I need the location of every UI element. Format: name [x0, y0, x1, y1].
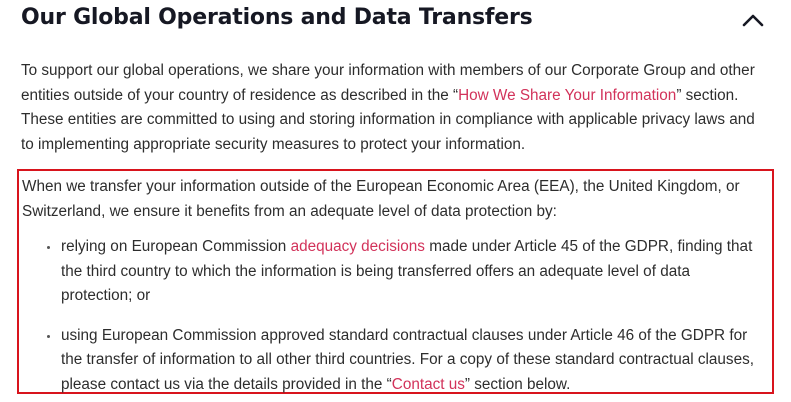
- bullet-text-start: using European Commission approved standard contractual clauses under Article 46 of the GDPR for the transfer of information to all other third countries. For a copy of these standard contractual clauses, please contact us via the details provided in the “: [61, 326, 754, 393]
- chevron-up-icon: [742, 13, 764, 27]
- bullet-text-end: ” section below.: [464, 375, 571, 393]
- collapse-toggle-button[interactable]: [739, 8, 767, 32]
- bullet-dot: [47, 246, 50, 249]
- bullet-text-end: made under Article 45 of the GDPR, finding that the third country to which the information is being transferred offers an adequate level of data protection; or: [61, 238, 753, 304]
- bullet-list: [45, 235, 765, 397]
- list-item: [45, 324, 765, 398]
- how-we-share-link[interactable]: How We Share Your Information: [458, 86, 677, 104]
- list-item: [45, 235, 765, 309]
- bullet-dot: [47, 335, 50, 338]
- intro-text-end: ” section. These entities are committed to using and storing information in compliance with applicable privacy laws and to implementing appropriate security measures to protect your information.: [21, 86, 755, 153]
- adequacy-decisions-link[interactable]: adequacy decisions: [290, 238, 425, 255]
- intro-paragraph: [21, 59, 771, 157]
- section-header: [21, 2, 781, 40]
- contact-us-link[interactable]: Contact us: [391, 375, 465, 393]
- transfer-lead-paragraph: When we transfer your information outside of the European Economic Area (EEA), the United Kingdom, or Switzerland, we ensure it benefits from an adequate level of data protection by:: [22, 178, 740, 220]
- highlight-box: [17, 169, 774, 394]
- intro-text-start: To support our global operations, we share your information with members of our Corporate Group and other entities outside of your country of residence as described in the “: [21, 62, 755, 104]
- bullet-text-start: relying on European Commission: [61, 238, 291, 255]
- section-title: Our Global Operations and Data Transfers: [21, 5, 533, 30]
